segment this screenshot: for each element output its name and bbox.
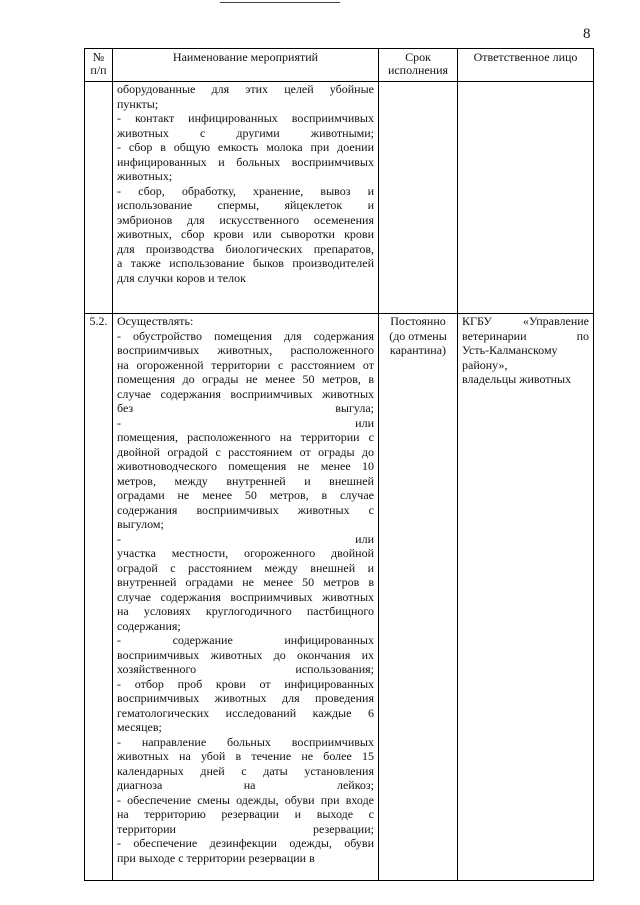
header-number: № п/п [85, 49, 113, 82]
text-line: пункты; [117, 96, 159, 111]
text-line: животных на убой в течение не более 15 [117, 749, 374, 763]
text-line: случае содержания восприимчивых животных [117, 386, 374, 401]
text-line: без выгула; [117, 401, 374, 415]
header-name: Наименование мероприятий [113, 49, 379, 82]
text-line: - направление больных восприимчивых [117, 734, 374, 749]
row-term [379, 82, 458, 314]
text-line: для производства биологических препаратов, [117, 241, 374, 256]
text-line: владельцы животных [462, 372, 572, 386]
text-line: животных с другими животными; [117, 125, 374, 140]
text-line: Осуществлять: [117, 314, 194, 328]
row-description [113, 314, 379, 881]
text-line: Усть-Калманскому [462, 343, 558, 357]
table-header-row [85, 49, 594, 82]
text-line: - сбор в общую емкость молока при доении [117, 140, 374, 154]
text-line: эмбрионов для искусственного осеменения [117, 212, 374, 227]
text-line: для случки коров и телок [117, 270, 246, 285]
text-line: Постоянно [390, 314, 446, 328]
text-line: - или [117, 531, 374, 546]
text-line: на огороженной территории с расстоянием от [117, 357, 374, 372]
text-line: - обеспечение смены одежды, обуви при входе [117, 792, 374, 807]
row-number [85, 82, 113, 314]
text-line: календарных дней с даты установления [117, 763, 374, 778]
text-line: району», [462, 357, 508, 372]
row-responsible [458, 314, 594, 881]
text-line: - обеспечение дезинфекции одежды, обуви [117, 836, 374, 850]
header-rule [220, 2, 340, 3]
text-line: - обустройство помещения для содержания [117, 328, 374, 343]
row-responsible [458, 82, 594, 314]
text-line: восприимчивых животных для проведения [117, 691, 374, 705]
text-line: содержания; [117, 618, 181, 633]
text-line: использование спермы, яйцеклеток и [117, 198, 374, 212]
text-line: КГБУ «Управление [462, 314, 589, 328]
text-line: оградами не менее 50 метров, в случае [117, 488, 374, 502]
text-line: - отбор проб крови от инфицированных [117, 676, 374, 691]
text-line: помещения до ограды не менее 50 метров, в [117, 372, 374, 386]
text-line: территории резервации; [117, 821, 374, 836]
table-row [85, 82, 594, 314]
text-line: оградой с расстоянием между внешней и [117, 560, 374, 575]
header-term: Срок исполнения [379, 49, 458, 82]
text-line: при выходе с территории резервации в [117, 850, 315, 865]
text-line: восприимчивых животных до окончания их [117, 647, 374, 662]
text-line: на условиях круглогодичного пастбищного [117, 604, 374, 618]
text-line: инфицированных и больных восприимчивых [117, 154, 374, 169]
text-line: восприимчивых животных, расположенного [117, 343, 374, 357]
header-responsible: Ответственное лицо [458, 49, 594, 82]
text-line: ветеринарии по [462, 328, 589, 343]
table-row [85, 314, 594, 881]
text-line: диагноза на лейкоз; [117, 778, 374, 792]
text-line: а также использование быков производителей [117, 256, 374, 270]
text-line: оборудованные для этих целей убойные [117, 82, 374, 96]
text-line: двойной оградой с расстоянием от ограды до [117, 444, 374, 459]
text-line: животноводческого помещения не менее 10 [117, 459, 374, 473]
text-line: внутренней оградами не менее 50 метров в [117, 575, 374, 589]
text-line: - сбор, обработку, хранение, вывоз и [117, 183, 374, 198]
text-line: - контакт инфицированных восприимчивых [117, 111, 374, 125]
text-line: - содержание инфицированных [117, 633, 374, 647]
text-line: на территорию резервации и выходе с [117, 807, 374, 821]
text-line: метров, между внутренней и внешней [117, 473, 374, 488]
text-line: участка местности, огороженного двойной [117, 546, 374, 560]
row-number: 5.2. [85, 314, 113, 881]
page-number: 8 [583, 26, 591, 42]
row-description [113, 82, 379, 314]
measures-table [84, 48, 594, 881]
text-line: выгулом; [117, 517, 164, 531]
text-line: гематологических исследований каждые 6 [117, 705, 374, 720]
text-line: случае содержания восприимчивых животных [117, 589, 374, 604]
text-line: животных; [117, 169, 173, 183]
text-line: месяцев; [117, 720, 162, 734]
text-line: карантина) [389, 343, 447, 357]
text-line: - или [117, 415, 374, 430]
text-line: содержания восприимчивых животных с [117, 502, 374, 517]
row-term [379, 314, 458, 881]
text-line: (до отмены [389, 328, 447, 343]
text-line: хозяйственного использования; [117, 662, 374, 676]
text-line: животных, сбор крови или сыворотки крови [117, 227, 374, 241]
text-line: помещения, расположенного на территории с [117, 430, 374, 444]
